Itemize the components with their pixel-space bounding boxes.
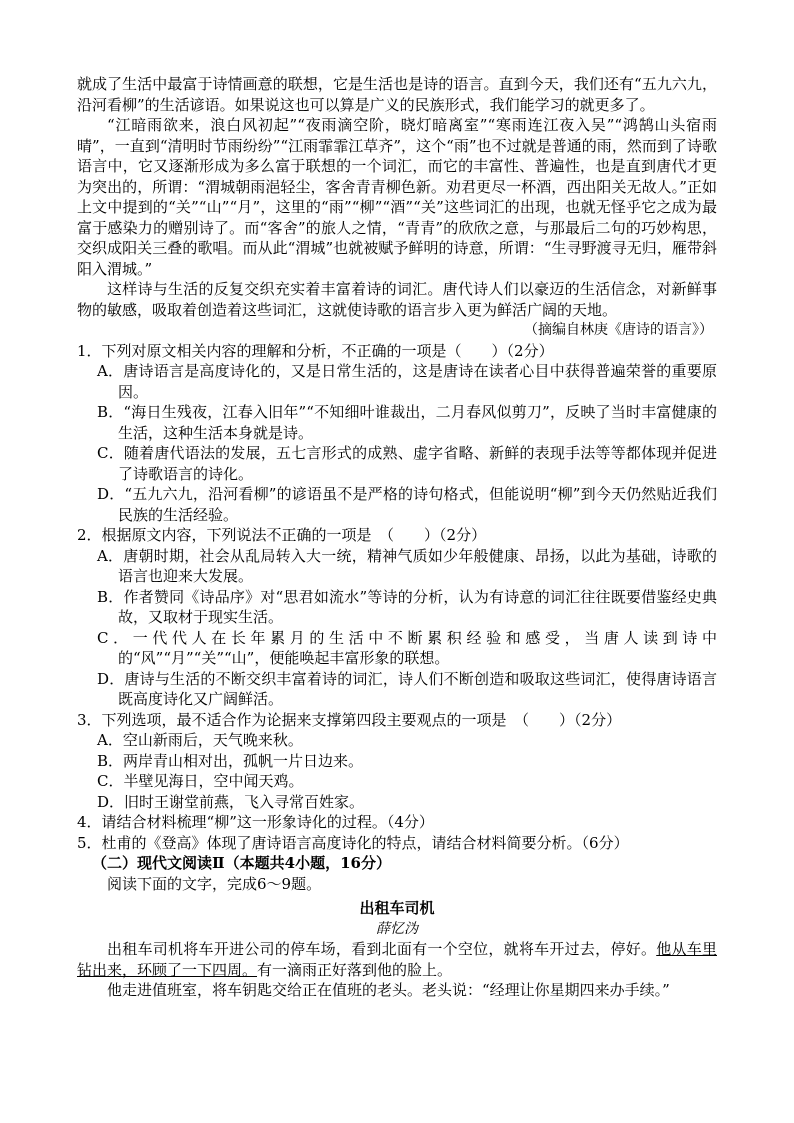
question-5: 5．杜甫的《登高》体现了唐诗语言高度诗化的特点，请结合材料简要分析。（6分）	[77, 833, 629, 852]
story-paragraph-1	[77, 939, 717, 980]
question-2-option-b: B．作者赞同《诗品序》对“思君如流水”等诗的分析，认为有诗意的词汇往往既要借鉴经史典故，又取材于现实生活。	[97, 587, 717, 626]
question-2	[77, 525, 717, 710]
passage	[77, 74, 717, 1001]
story-author: 薛忆沩	[376, 920, 418, 937]
question-2-option-c: C．一代代人在长年累月的生活中不断累积经验和感受，当唐人读到诗中的“风”“月”“关”“山”，便能唤起丰富形象的联想。	[97, 628, 717, 667]
story-paragraph-1-part-1: 出租车司机将车开进公司的停车场，看到北面有一个空位，就将车开过去，停好。	[107, 940, 657, 958]
story-title: 出租车司机	[359, 899, 435, 917]
question-1-stem: 1．下列对原文相关内容的理解和分析，不正确的一项是（ ）（2分）	[77, 341, 554, 360]
question-2-stem: 2．根据原文内容，下列说法不正确的一项是 （ ）（2分）	[77, 526, 487, 544]
question-3-option-d: D．旧时王谢堂前燕，飞入寻常百姓家。	[97, 792, 365, 811]
question-1-option-c: C．随着唐代语法的发展，五七言形式的成熟、虚字省略、新鲜的表现手法等等都体现并促进了诗歌语言的诗化。	[97, 444, 717, 483]
section-2-instruction: 阅读下面的文字，完成6～9题。	[107, 874, 322, 893]
question-3-stem: 3．下列选项，最不适合作为论据来支撑第四段主要观点的一项是 （ ）（2分）	[77, 710, 622, 729]
question-3-option-b: B．两岸青山相对出，孤帆一片日边来。	[97, 751, 364, 770]
question-1-option-b: B．“海日生残夜，江春入旧年”“不知细叶谁裁出，二月春风似剪刀”，反映了当时丰富健康的生活，这种生活本身就是诗。	[97, 403, 717, 442]
story-paragraph-2: 他走进值班室，将车钥匙交给正在值班的老头。老头说：“经理让你星期四来办手续。”	[107, 981, 670, 999]
question-3-option-a: A．空山新雨后，天气晚来秋。	[97, 731, 303, 749]
question-3-option-c: C．半壁见海日，空中闻天鸡。	[97, 772, 304, 790]
passage-paragraph-1: “江暗雨欲来，浪白风初起”“夜雨滴空阶，晓灯暗离室”“寒雨连江夜入吴”“鸿鹄山头宿雨晴”，一直到“清明时节雨纷纷”“江雨霏霏江草齐”，这个“雨”也不过就是普通的雨，然而到了诗歌语言中，它又逐渐形成为多么富于联想的一个词汇，而它的丰富性、普遍性，也是直到唐代才更为突出的，所谓：“渭城朝雨浥轻尘，客舍青青柳色新。劝君更尽一杯酒，西出阳关无故人。”正如上文中提到的“关”“山”“月”，这里的“雨”“柳”“酒”“关”这些词汇的出现，也就无怪乎它之成为最富于感染力的赠别诗了。而“客舍”的旅人之情，“青青”的欣欣之意，与那最后二句的巧妙构思，交织成阳关三叠的歌唱。而从此“渭城”也就被赋予鲜明的诗意，所谓：“生寻野渡寻无归，雁带斜阳入渭城。”	[77, 116, 717, 278]
section-2-heading: （二）现代文阅读Ⅱ（本题共4小题，16分）	[92, 854, 391, 872]
question-1-option-a: A．唐诗语言是高度诗化的，又是日常生活的，这是唐诗在读者心目中获得普遍荣誉的重要原因。	[97, 362, 717, 401]
question-3	[77, 710, 717, 813]
passage-paragraph-2: 这样诗与生活的反复交织充实着丰富着诗的词汇。唐代诗人们以豪迈的生活信念，对新鲜事物的敏感，吸取着创造着这些词汇，这就使诗歌的语言步入更为鲜活广阔的天地。	[77, 280, 717, 319]
question-1-option-d: D．“五九六九，沿河看柳”的谚语虽不是严格的诗句格式，但能说明“柳”到今天仍然贴近我们民族的生活经验。	[97, 485, 717, 524]
passage-paragraph-0: 就成了生活中最富于诗情画意的联想，它是生活也是诗的语言。直到今天，我们还有“五九六九，沿河看柳”的生活谚语。如果说这也可以算是广义的民族形式，我们能学习的就更多了。	[77, 75, 717, 114]
question-2-option-d: D．唐诗与生活的不断交织丰富着诗的词汇，诗人们不断创造和吸取这些词汇，使得唐诗语言既高度诗化又广阔鲜活。	[97, 669, 717, 708]
question-2-option-a: A．唐朝时期，社会从乱局转入大一统，精神气质如少年般健康、昂扬，以此为基础，诗歌的语言也迎来大发展。	[97, 546, 717, 585]
question-1	[77, 341, 717, 526]
passage-source: （摘编自林庚《唐诗的语言》）	[524, 322, 713, 338]
story-paragraph-1-part-2: 有一滴雨正好落到他的脸上。	[257, 960, 453, 979]
question-4: 4．请结合材料梳理“柳”这一形象诗化的过程。（4分）	[77, 813, 434, 831]
underlined-sentence: 他从车里钻出来，环顾了一下四周。	[77, 940, 717, 979]
